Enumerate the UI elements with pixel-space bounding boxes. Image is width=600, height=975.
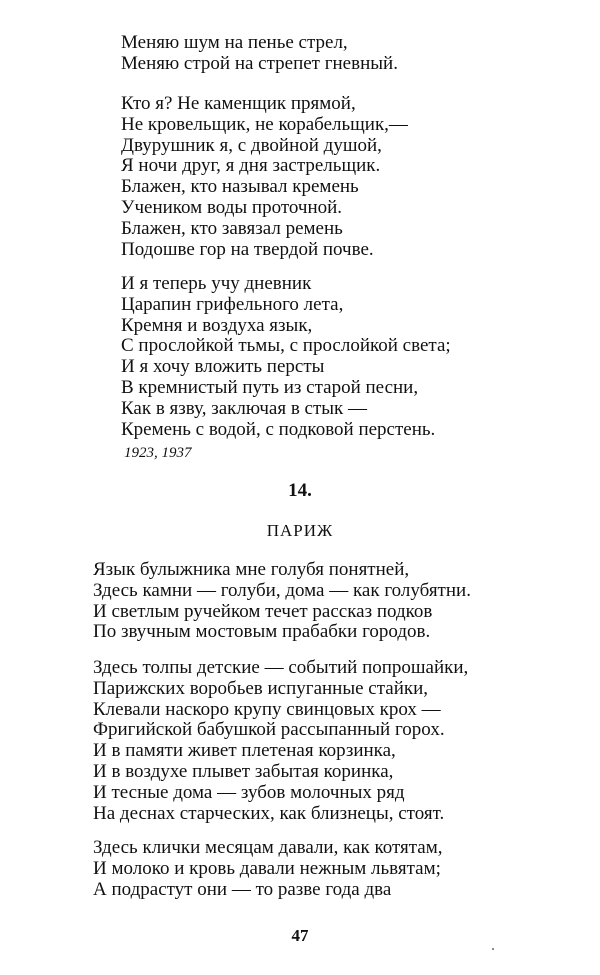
- poem-line: Как в язву, заключая в стык —: [121, 397, 368, 419]
- poem-line: Парижских воробьев испуганные стайки,: [93, 677, 429, 699]
- page-number: 47: [291, 926, 309, 945]
- poem-line: Здесь камни — голуби, дома — как голубятни.: [93, 579, 471, 601]
- paris-stanza-2: [93, 658, 468, 824]
- poem-line: И я хочу вложить персты: [121, 356, 325, 378]
- poem-line: И молоко и кровь давали нежным львятам;: [93, 857, 441, 879]
- poem-line: Двурушник я, с двойной душой,: [121, 134, 382, 156]
- poem-line: Царапин грифельного лета,: [121, 293, 344, 315]
- poem-line: И я теперь учу дневник: [121, 273, 312, 294]
- poem-line: Блажен, кто называл кремень: [121, 176, 359, 198]
- poem-line: Кремня и воздуха язык,: [121, 314, 313, 336]
- poem-line: Здесь клички месяцам давали, как котятам,: [93, 837, 443, 858]
- poem-line: И в воздухе плывет забытая коринка,: [93, 760, 394, 782]
- print-speck: [492, 948, 494, 950]
- poem-line: Я ночи друг, я дня застрельщик.: [121, 155, 381, 177]
- poem-line: Кто я? Не каменщик прямой,: [121, 93, 356, 114]
- poem-line: Фригийской бабушкой рассыпанный горох.: [93, 719, 445, 741]
- poem-line: Блажен, кто завязал ремень: [121, 217, 343, 239]
- poem-line: Меняю строй на стрепет гневный.: [121, 52, 398, 74]
- poem-line: Подошве гор на твердой почве.: [121, 238, 374, 260]
- stanza-1: [121, 33, 398, 75]
- stanza-3: [121, 274, 451, 440]
- poem-line: И в памяти живет плетеная корзинка,: [93, 740, 396, 762]
- poem-line: Учеником воды проточной.: [121, 196, 343, 218]
- poem-line: Клевали наскоро крупу свинцовых крох —: [93, 698, 441, 720]
- poem-title: ПАРИЖ: [266, 521, 334, 540]
- poem-line: В кремнистый путь из старой песни,: [121, 376, 419, 398]
- paris-stanza-1: [93, 560, 471, 643]
- poem-line: Кремень с водой, с подковой перстень.: [121, 418, 436, 440]
- poem-date: 1923, 1937: [124, 445, 192, 461]
- poem-line: По звучным мостовым прабабки городов.: [93, 621, 431, 643]
- poem-line: Не кровельщик, не корабельщик,—: [121, 113, 408, 135]
- poem-line: Здесь толпы детские — событий попрошайки,: [93, 657, 469, 678]
- paris-stanza-3: [93, 838, 443, 900]
- poem-line: С прослойкой тьмы, с прослойкой света;: [121, 335, 451, 357]
- poem-number: 14.: [288, 480, 312, 501]
- poem-line: И светлым ручейком течет рассказ подков: [93, 600, 433, 622]
- poem-line: И тесные дома — зубов молочных ряд: [93, 781, 405, 803]
- poem-line: Меняю шум на пенье стрел,: [121, 32, 348, 53]
- stanza-2: [121, 94, 408, 260]
- poem-line: На деснах старческих, как близнецы, стоят.: [93, 802, 445, 824]
- poem-line: Язык булыжника мне голубя понятней,: [93, 559, 410, 580]
- poem-line: А подрастут они — то разве года два: [93, 878, 392, 900]
